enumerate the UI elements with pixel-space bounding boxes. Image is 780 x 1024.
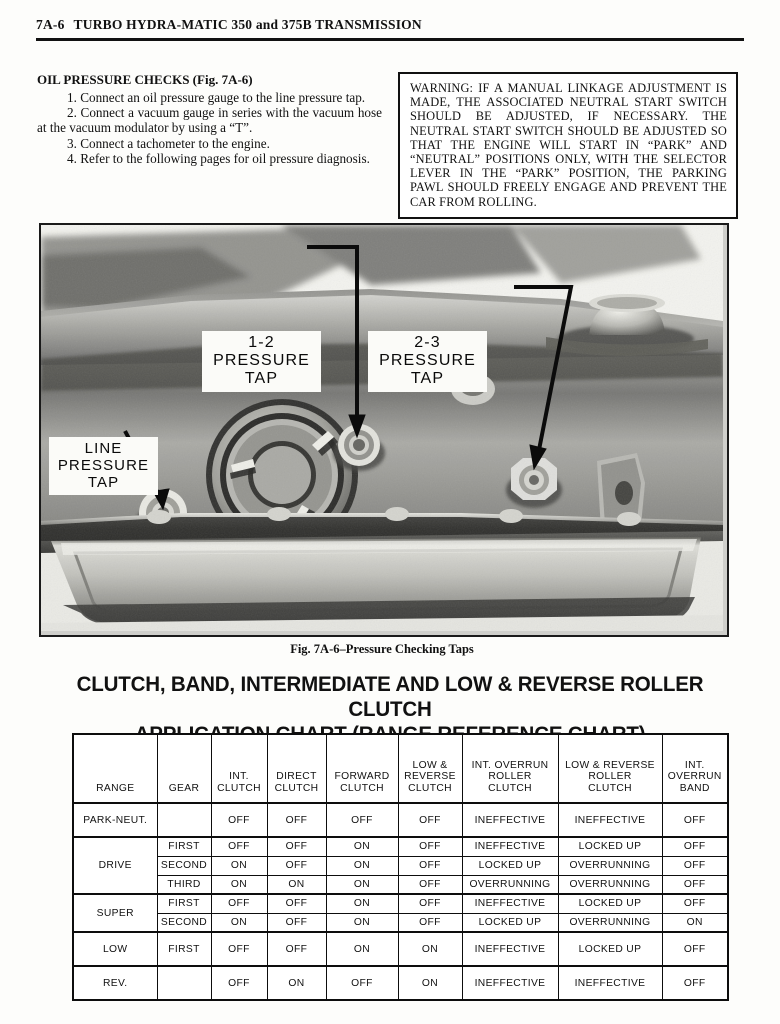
table-row <box>73 837 728 856</box>
table-cell-gear: SECOND <box>157 913 211 932</box>
table-cell-gear: FIRST <box>157 894 211 913</box>
table-cell-int-clutch: ON <box>211 856 267 875</box>
table-cell-int-overrun-roller: LOCKED UP <box>462 913 558 932</box>
table-cell-low-reverse-clutch: OFF <box>398 875 462 894</box>
table-cell-forward-clutch: OFF <box>326 966 398 1000</box>
table-cell-gear: FIRST <box>157 837 211 856</box>
table-cell-int-overrun-band: OFF <box>662 894 728 913</box>
table-header-cell-8: INT. OVERRUN BAND <box>662 734 728 803</box>
table-header-cell-2: INT. CLUTCH <box>211 734 267 803</box>
table-cell-forward-clutch: ON <box>326 913 398 932</box>
table-cell-gear: SECOND <box>157 856 211 875</box>
table-cell-range: LOW <box>73 932 157 966</box>
callout-12-line-3: TAP <box>244 370 279 387</box>
page-folio: 7A-6 <box>36 17 65 32</box>
callout-leader-lines <box>41 225 723 631</box>
table-row <box>73 894 728 913</box>
table-cell-low-reverse-roller: OVERRUNNING <box>558 875 662 894</box>
table-cell-forward-clutch: ON <box>326 875 398 894</box>
table-cell-int-overrun-roller: OVERRUNNING <box>462 875 558 894</box>
callout-23-line-2: PRESSURE <box>379 352 476 369</box>
table-cell-low-reverse-clutch: OFF <box>398 803 462 837</box>
callout-line-1: LINE <box>84 440 123 457</box>
table-cell-direct-clutch: ON <box>267 875 326 894</box>
table-cell-int-overrun-band: OFF <box>662 966 728 1000</box>
table-cell-int-overrun-band: ON <box>662 913 728 932</box>
procedure-step-3: 3. Connect a tachometer to the engine. <box>67 135 270 151</box>
procedure-step-2: 2. Connect a vacuum gauge in series with the vacuum hose at the vacuum modulator by using a “T”. <box>37 105 382 136</box>
procedure-step-4: 4. Refer to the following pages for oil pressure diagnosis. <box>67 150 370 166</box>
table-cell-int-overrun-band: OFF <box>662 856 728 875</box>
table-cell-int-overrun-band: OFF <box>662 837 728 856</box>
table-row <box>73 913 728 932</box>
table-header-cell-4: FORWARD CLUTCH <box>326 734 398 803</box>
table-cell-int-clutch: OFF <box>211 932 267 966</box>
table-header-row <box>73 734 728 803</box>
table-cell-direct-clutch: OFF <box>267 837 326 856</box>
table-cell-int-clutch: OFF <box>211 894 267 913</box>
callout-12-line-2: PRESSURE <box>213 352 310 369</box>
table-cell-int-overrun-roller: INEFFECTIVE <box>462 966 558 1000</box>
header-rule <box>36 38 744 41</box>
running-head-title: TURBO HYDRA-MATIC 350 and 375B TRANSMISSION <box>73 17 422 32</box>
table-body <box>73 803 728 1000</box>
table-cell-low-reverse-clutch: ON <box>398 966 462 1000</box>
table-cell-direct-clutch: OFF <box>267 913 326 932</box>
table-cell-int-clutch: OFF <box>211 803 267 837</box>
table-cell-gear <box>157 803 211 837</box>
table-cell-range: PARK-NEUT. <box>73 803 157 837</box>
table-cell-int-clutch: OFF <box>211 966 267 1000</box>
table-cell-low-reverse-roller: LOCKED UP <box>558 837 662 856</box>
table-header-cell-6: INT. OVERRUN ROLLER CLUTCH <box>462 734 558 803</box>
table-cell-direct-clutch: OFF <box>267 803 326 837</box>
table-cell-int-overrun-roller: LOCKED UP <box>462 856 558 875</box>
table-cell-low-reverse-clutch: ON <box>398 932 462 966</box>
table-header-cell-1: GEAR <box>157 734 211 803</box>
table-cell-int-overrun-band: OFF <box>662 932 728 966</box>
table-cell-int-clutch: ON <box>211 913 267 932</box>
callout-23-line-1: 2-3 <box>414 334 441 351</box>
figure-caption: Fig. 7A-6–Pressure Checking Taps <box>290 642 474 656</box>
table-header-cell-0: RANGE <box>73 734 157 803</box>
table-row <box>73 803 728 837</box>
table-cell-range: SUPER <box>73 894 157 932</box>
table-cell-low-reverse-roller: OVERRUNNING <box>558 913 662 932</box>
table-cell-range: DRIVE <box>73 837 157 894</box>
table-cell-int-overrun-band: OFF <box>662 803 728 837</box>
callout-12-line-1: 1-2 <box>248 334 275 351</box>
callout-23-line-3: TAP <box>410 370 445 387</box>
table-row <box>73 856 728 875</box>
table-cell-low-reverse-clutch: OFF <box>398 837 462 856</box>
warning-text: WARNING: IF A MANUAL LINKAGE ADJUSTMENT IS MADE, THE ASSOCIATED NEUTRAL START SWITCH SHOULD BE ADJUSTED, IF NECESSARY. THE NEUTRAL START SWITCH SHOULD BE ADJUSTED SO THAT THE ENGINE WILL START IN “PARK” AND “NEUTRAL” POSITIONS ONLY, WITH THE SELECTOR LEVER IN THE “PARK” POSITION, THE PARKING PAWL SHOULD FREELY ENGAGE AND PREVENT THE CAR FROM ROLLING. <box>410 81 727 209</box>
section-heading: OIL PRESSURE CHECKS (Fig. 7A-6) <box>37 72 253 87</box>
table-cell-gear <box>157 966 211 1000</box>
table-cell-range: REV. <box>73 966 157 1000</box>
application-chart-table <box>72 733 729 1001</box>
table-cell-low-reverse-clutch: OFF <box>398 894 462 913</box>
table-cell-low-reverse-clutch: OFF <box>398 856 462 875</box>
callout-2-3-pressure-tap <box>368 331 487 392</box>
table-cell-forward-clutch: ON <box>326 856 398 875</box>
table-cell-forward-clutch: ON <box>326 837 398 856</box>
table-cell-gear: FIRST <box>157 932 211 966</box>
chart-title-line-1: CLUTCH, BAND, INTERMEDIATE AND LOW & REVERSE ROLLER CLUTCH <box>76 672 704 721</box>
table-cell-low-reverse-roller: LOCKED UP <box>558 894 662 913</box>
table-cell-low-reverse-roller: INEFFECTIVE <box>558 803 662 837</box>
table-header-cell-3: DIRECT CLUTCH <box>267 734 326 803</box>
table-cell-int-clutch: ON <box>211 875 267 894</box>
table-row <box>73 966 728 1000</box>
table-cell-int-overrun-band: OFF <box>662 875 728 894</box>
procedure-step-1: 1. Connect an oil pressure gauge to the line pressure tap. <box>67 90 366 105</box>
table-cell-gear: THIRD <box>157 875 211 894</box>
table-cell-direct-clutch: ON <box>267 966 326 1000</box>
table-cell-low-reverse-roller: OVERRUNNING <box>558 856 662 875</box>
table-row <box>73 875 728 894</box>
callout-line-3: TAP <box>87 474 120 491</box>
table-cell-direct-clutch: OFF <box>267 856 326 875</box>
table-cell-direct-clutch: OFF <box>267 932 326 966</box>
table-cell-int-overrun-roller: INEFFECTIVE <box>462 932 558 966</box>
table-cell-int-overrun-roller: INEFFECTIVE <box>462 837 558 856</box>
table-row <box>73 932 728 966</box>
table-cell-direct-clutch: OFF <box>267 894 326 913</box>
table-cell-forward-clutch: ON <box>326 894 398 913</box>
running-head <box>36 17 744 33</box>
warning-box <box>398 72 738 219</box>
procedure-column <box>37 72 382 166</box>
figure-photo <box>39 223 729 637</box>
callout-line-2: PRESSURE <box>57 457 150 474</box>
table-header-cell-7: LOW & REVERSE ROLLER CLUTCH <box>558 734 662 803</box>
table-cell-int-clutch: OFF <box>211 837 267 856</box>
table-cell-int-overrun-roller: INEFFECTIVE <box>462 894 558 913</box>
table-cell-int-overrun-roller: INEFFECTIVE <box>462 803 558 837</box>
callout-1-2-pressure-tap <box>202 331 321 392</box>
callout-line-pressure-tap <box>49 437 158 495</box>
table-cell-low-reverse-roller: LOCKED UP <box>558 932 662 966</box>
table-header-cell-5: LOW & REVERSE CLUTCH <box>398 734 462 803</box>
table-cell-low-reverse-clutch: OFF <box>398 913 462 932</box>
table-cell-low-reverse-roller: INEFFECTIVE <box>558 966 662 1000</box>
table-cell-forward-clutch: ON <box>326 932 398 966</box>
table-cell-forward-clutch: OFF <box>326 803 398 837</box>
